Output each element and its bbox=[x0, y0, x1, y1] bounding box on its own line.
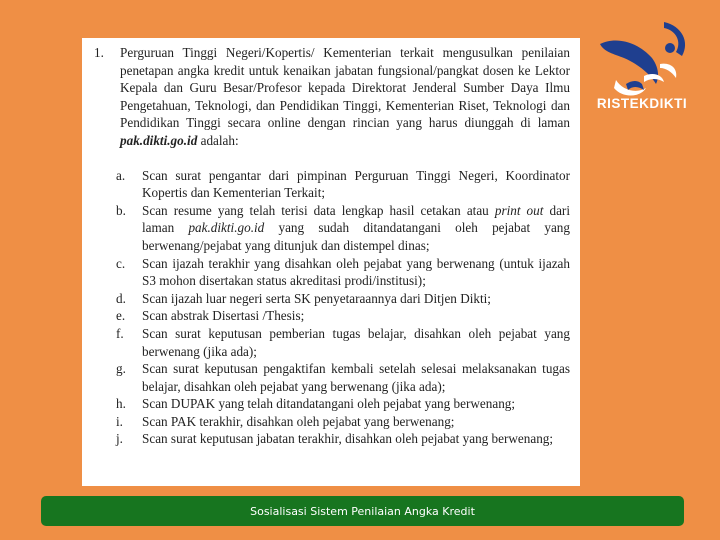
paragraph-number: 1. bbox=[94, 45, 104, 60]
list-letter: d. bbox=[116, 290, 126, 306]
list-text: Scan ijazah terakhir yang disahkan oleh pejabat yang berwenang (untuk ijazah S3 mohon disertakan status akreditasi prodi/institusi); bbox=[142, 255, 570, 289]
list-text: Scan surat keputusan pengaktifan kembali setelah selesai melaksanakan tugas belajar, disahkan oleh pejabat yang berwenang (jika ada); bbox=[142, 361, 570, 394]
laman-link-text: pak.dikti.go.id bbox=[120, 132, 198, 148]
list-item bbox=[94, 360, 570, 395]
list-text: Scan PAK terakhir, disahkan oleh pejabat yang berwenang; bbox=[142, 413, 455, 429]
list-text: Scan surat keputusan jabatan terakhir, disahkan oleh pejabat yang berwenang; bbox=[142, 431, 554, 447]
paragraph-text: Perguruan Tinggi Negeri/Kopertis/ Kementerian terkait mengusulkan penilaian penetapan angka kredit untuk kenaikan jabatan fungsional/pangkat dosen ke Lektor Kepala dan Guru Besar/Profesor kepada Direktorat Jenderal Sumber Daya Ilmu Pengetahuan, Teknologi, dan Pendidikan Tinggi, Kementerian Riset, Teknologi dan Pendidikan Tinggi secara online dengan rincian yang harus diunggah di laman pak.dikti.go.id adalah: bbox=[120, 45, 570, 148]
list-text: Scan surat pengantar dari pimpinan Perguruan Tinggi Negeri, Koordinator Kopertis dan Kementerian Terkait; bbox=[142, 167, 570, 201]
list-item bbox=[94, 430, 570, 448]
list-letter: f. bbox=[116, 325, 124, 341]
list-letter: g. bbox=[116, 361, 126, 377]
list-item bbox=[94, 290, 570, 308]
requirements-list bbox=[94, 167, 570, 449]
list-text: Scan abstrak Disertasi /Thesis; bbox=[142, 308, 305, 324]
list-letter: i. bbox=[116, 413, 123, 429]
list-item bbox=[94, 413, 570, 431]
list-text: Scan surat keputusan pemberian tugas belajar, disahkan oleh pejabat yang berwenang (jika ada); bbox=[142, 325, 570, 359]
list-item bbox=[94, 255, 570, 290]
footer-title: Sosialisasi Sistem Penilaian Angka Kredit bbox=[250, 504, 475, 518]
list-text: Scan DUPAK yang telah ditandatangani oleh pejabat yang berwenang; bbox=[142, 396, 516, 412]
ristekdikti-logo-text: RISTEKDIKTI bbox=[596, 96, 688, 111]
list-text: Scan resume yang telah terisi data lengkap hasil cetakan atau print out dari laman pak.dikti.go.id yang sudah ditandatangani oleh pejabat yang berwenang/pejabat yang ditunjuk dan distempel dinas; bbox=[142, 202, 570, 253]
list-letter: e. bbox=[116, 308, 126, 324]
list-item bbox=[94, 395, 570, 413]
footer-bar bbox=[41, 496, 684, 526]
list-letter: c. bbox=[116, 255, 126, 271]
document-image bbox=[82, 38, 580, 486]
list-text: Scan ijazah luar negeri serta SK penyetaraannya dari Ditjen Dikti; bbox=[142, 290, 491, 306]
list-item bbox=[94, 167, 570, 202]
list-letter: a. bbox=[116, 167, 126, 183]
list-letter: h. bbox=[116, 396, 126, 412]
list-letter: j. bbox=[116, 431, 123, 447]
list-item bbox=[94, 325, 570, 360]
list-item bbox=[94, 202, 570, 255]
list-letter: b. bbox=[116, 202, 126, 218]
list-item bbox=[94, 307, 570, 325]
intro-paragraph bbox=[94, 44, 570, 150]
